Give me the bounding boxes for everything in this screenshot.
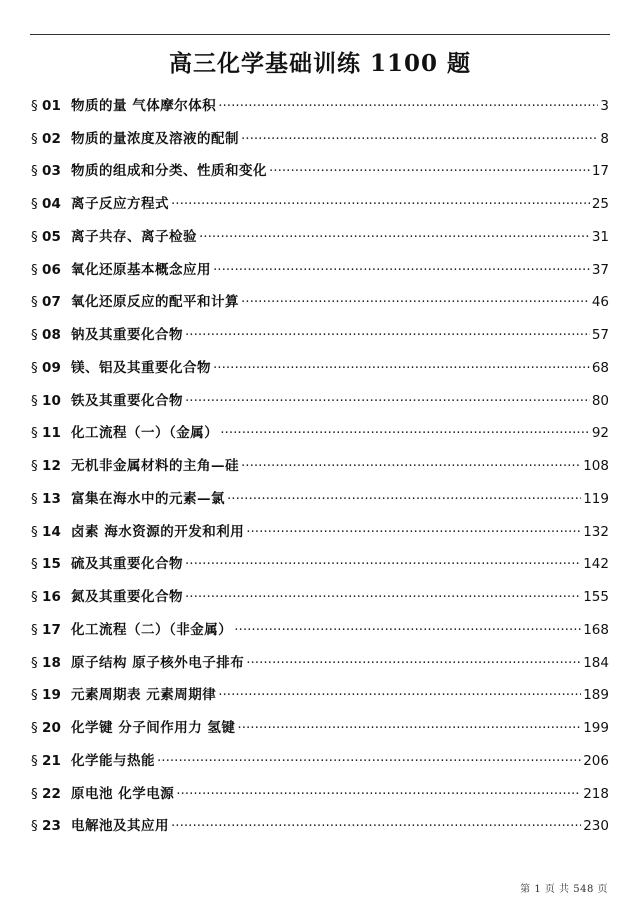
section-num: 09 [42, 359, 61, 376]
toc-entry[interactable] [31, 548, 609, 581]
section-mark: § [31, 196, 38, 212]
entry-page-number: 8 [600, 130, 609, 147]
toc-entry[interactable] [31, 89, 609, 122]
entry-page-number: 68 [591, 359, 609, 376]
toc-entry[interactable] [31, 777, 609, 810]
entry-page-number: 57 [591, 327, 609, 343]
dot-leader [213, 360, 590, 376]
section-mark: § [31, 818, 38, 835]
entry-label: 原电池 化学电源 [71, 785, 175, 802]
section-mark: § [31, 97, 38, 114]
entry-page-number: 189 [583, 687, 609, 704]
section-number [31, 262, 71, 278]
entry-page-number: 218 [583, 785, 609, 802]
section-mark: § [31, 130, 38, 147]
toc-entry[interactable] [31, 351, 609, 384]
entry-label: 氧化还原基本概念应用 [71, 261, 211, 278]
section-num: 19 [42, 687, 61, 704]
entry-page-number: 199 [583, 720, 609, 736]
dot-leader [185, 393, 590, 409]
toc-entry[interactable] [31, 580, 609, 613]
entry-page-number: 155 [583, 589, 609, 605]
entry-label: 离子反应方程式 [71, 196, 169, 212]
entry-label: 铁及其重要化合物 [71, 392, 183, 409]
section-num: 16 [42, 589, 61, 605]
section-number [31, 786, 71, 802]
section-num: 15 [42, 556, 61, 573]
entry-page-number: 37 [591, 261, 609, 278]
section-mark: § [31, 752, 38, 769]
entry-label: 原子结构 原子核外电子排布 [71, 654, 245, 671]
dot-leader [171, 196, 590, 212]
section-num: 02 [42, 130, 61, 147]
section-num: 20 [42, 720, 61, 736]
section-mark: § [31, 425, 38, 442]
toc-entry[interactable] [31, 646, 609, 679]
section-num: 22 [42, 785, 61, 802]
toc-entry[interactable] [31, 122, 609, 155]
dot-leader [246, 655, 581, 671]
dot-leader [246, 524, 581, 540]
dot-leader [269, 163, 590, 179]
toc-entry[interactable] [31, 286, 609, 319]
section-mark: § [31, 654, 38, 671]
section-mark: § [31, 523, 38, 540]
entry-label: 物质的量浓度及溶液的配制 [71, 130, 239, 147]
entry-page-number: 25 [591, 196, 609, 212]
entry-label: 卤素 海水资源的开发和利用 [71, 523, 245, 540]
entry-label: 硫及其重要化合物 [71, 556, 183, 573]
section-num: 04 [42, 196, 61, 212]
section-mark: § [31, 163, 38, 180]
dot-leader [241, 131, 598, 147]
toc-entry[interactable] [31, 515, 609, 548]
section-num: 21 [42, 752, 61, 769]
toc-entry[interactable] [31, 482, 609, 515]
entry-label: 化学键 分子间作用力 氢键 [71, 720, 236, 736]
toc-entry[interactable] [31, 711, 609, 744]
entry-label: 电解池及其应用 [71, 818, 169, 835]
toc-entry[interactable] [31, 318, 609, 351]
section-number [31, 327, 71, 343]
section-number [31, 687, 71, 703]
dot-leader [213, 262, 590, 278]
entry-page-number: 92 [591, 425, 609, 442]
page-footer: 第 1 页 共 548 页 [520, 884, 608, 895]
section-num: 17 [42, 621, 61, 638]
section-mark: § [31, 327, 38, 343]
section-number [31, 196, 71, 212]
section-number [31, 425, 71, 441]
dot-leader [237, 720, 581, 736]
entry-page-number: 31 [591, 228, 609, 245]
toc-entry[interactable] [31, 613, 609, 646]
section-num: 07 [42, 294, 61, 311]
section-num: 03 [42, 163, 61, 180]
section-mark: § [31, 687, 38, 704]
entry-label: 物质的组成和分类、性质和变化 [71, 163, 267, 180]
section-mark: § [31, 228, 38, 245]
section-mark: § [31, 458, 38, 474]
toc-entry[interactable] [31, 744, 609, 777]
dot-leader [176, 786, 581, 802]
section-number [31, 163, 71, 179]
dot-leader [218, 687, 581, 703]
section-num: 10 [42, 392, 61, 409]
entry-page-number: 142 [583, 556, 609, 573]
section-number [31, 524, 71, 540]
section-number [31, 393, 71, 409]
entry-page-number: 80 [591, 392, 609, 409]
section-mark: § [31, 359, 38, 376]
section-mark: § [31, 490, 38, 507]
entry-page-number: 119 [583, 490, 609, 507]
section-number [31, 131, 71, 147]
entry-label: 无机非金属材料的主角—硅 [71, 458, 239, 474]
section-number [31, 556, 71, 572]
entry-label: 钠及其重要化合物 [71, 327, 183, 343]
section-number [31, 753, 71, 769]
section-mark: § [31, 720, 38, 736]
section-number [31, 491, 71, 507]
section-number [31, 818, 71, 834]
section-num: 01 [42, 97, 61, 114]
entry-label: 元素周期表 元素周期律 [71, 687, 217, 704]
section-number [31, 720, 71, 736]
section-mark: § [31, 261, 38, 278]
entry-label: 物质的量 气体摩尔体积 [71, 97, 217, 114]
entry-label: 化工流程（二）（非金属） [71, 621, 233, 638]
top-rule [30, 34, 610, 35]
section-num: 23 [42, 818, 61, 835]
section-number [31, 458, 71, 474]
section-num: 14 [42, 523, 61, 540]
entry-page-number: 230 [583, 818, 609, 835]
dot-leader [171, 818, 581, 834]
dot-leader [157, 753, 581, 769]
entry-label: 化工流程（一）（金属） [71, 425, 219, 442]
section-mark: § [31, 392, 38, 409]
toc-entry[interactable] [31, 220, 609, 253]
section-num: 05 [42, 228, 61, 245]
entry-label: 氮及其重要化合物 [71, 589, 183, 605]
section-number [31, 622, 71, 638]
section-num: 13 [42, 490, 61, 507]
section-num: 11 [42, 425, 61, 442]
section-number [31, 589, 71, 605]
dot-leader [218, 98, 598, 114]
section-number [31, 360, 71, 376]
toc-entry[interactable] [31, 417, 609, 450]
dot-leader [185, 327, 590, 343]
entry-label: 离子共存、离子检验 [71, 228, 197, 245]
dot-leader [185, 556, 581, 572]
entry-page-number: 184 [583, 654, 609, 671]
toc-entry[interactable] [31, 384, 609, 417]
section-number [31, 655, 71, 671]
toc-entry[interactable] [31, 187, 609, 220]
toc-entry[interactable] [31, 810, 609, 843]
dot-leader [220, 425, 590, 441]
entry-label: 化学能与热能 [71, 752, 155, 769]
section-mark: § [31, 621, 38, 638]
dot-leader [241, 458, 581, 474]
dot-leader [227, 491, 581, 507]
toc-entry[interactable] [31, 449, 609, 482]
entry-page-number: 168 [583, 621, 609, 638]
entry-page-number: 46 [591, 294, 609, 311]
entry-page-number: 17 [591, 163, 609, 180]
page-title: 高三化学基础训练 1100 题 [168, 50, 472, 77]
section-num: 06 [42, 261, 61, 278]
entry-page-number: 132 [583, 523, 609, 540]
section-num: 08 [42, 327, 61, 343]
section-number [31, 229, 71, 245]
entry-label: 氧化还原反应的配平和计算 [71, 294, 239, 311]
dot-leader [241, 294, 590, 310]
toc-entry[interactable] [31, 679, 609, 712]
entry-label: 镁、铝及其重要化合物 [71, 359, 211, 376]
entry-label: 富集在海水中的元素—氯 [71, 490, 225, 507]
section-number [31, 294, 71, 310]
entry-page-number: 108 [583, 458, 609, 474]
toc-entry[interactable] [31, 253, 609, 286]
section-mark: § [31, 556, 38, 573]
dot-leader [234, 622, 581, 638]
section-num: 18 [42, 654, 61, 671]
dot-leader [199, 229, 590, 245]
entry-page-number: 3 [600, 97, 609, 114]
table-of-contents [31, 89, 609, 842]
dot-leader [185, 589, 581, 605]
section-mark: § [31, 294, 38, 311]
toc-entry[interactable] [31, 155, 609, 188]
section-num: 12 [42, 458, 61, 474]
section-mark: § [31, 785, 38, 802]
section-mark: § [31, 589, 38, 605]
entry-page-number: 206 [583, 752, 609, 769]
section-number [31, 98, 71, 114]
